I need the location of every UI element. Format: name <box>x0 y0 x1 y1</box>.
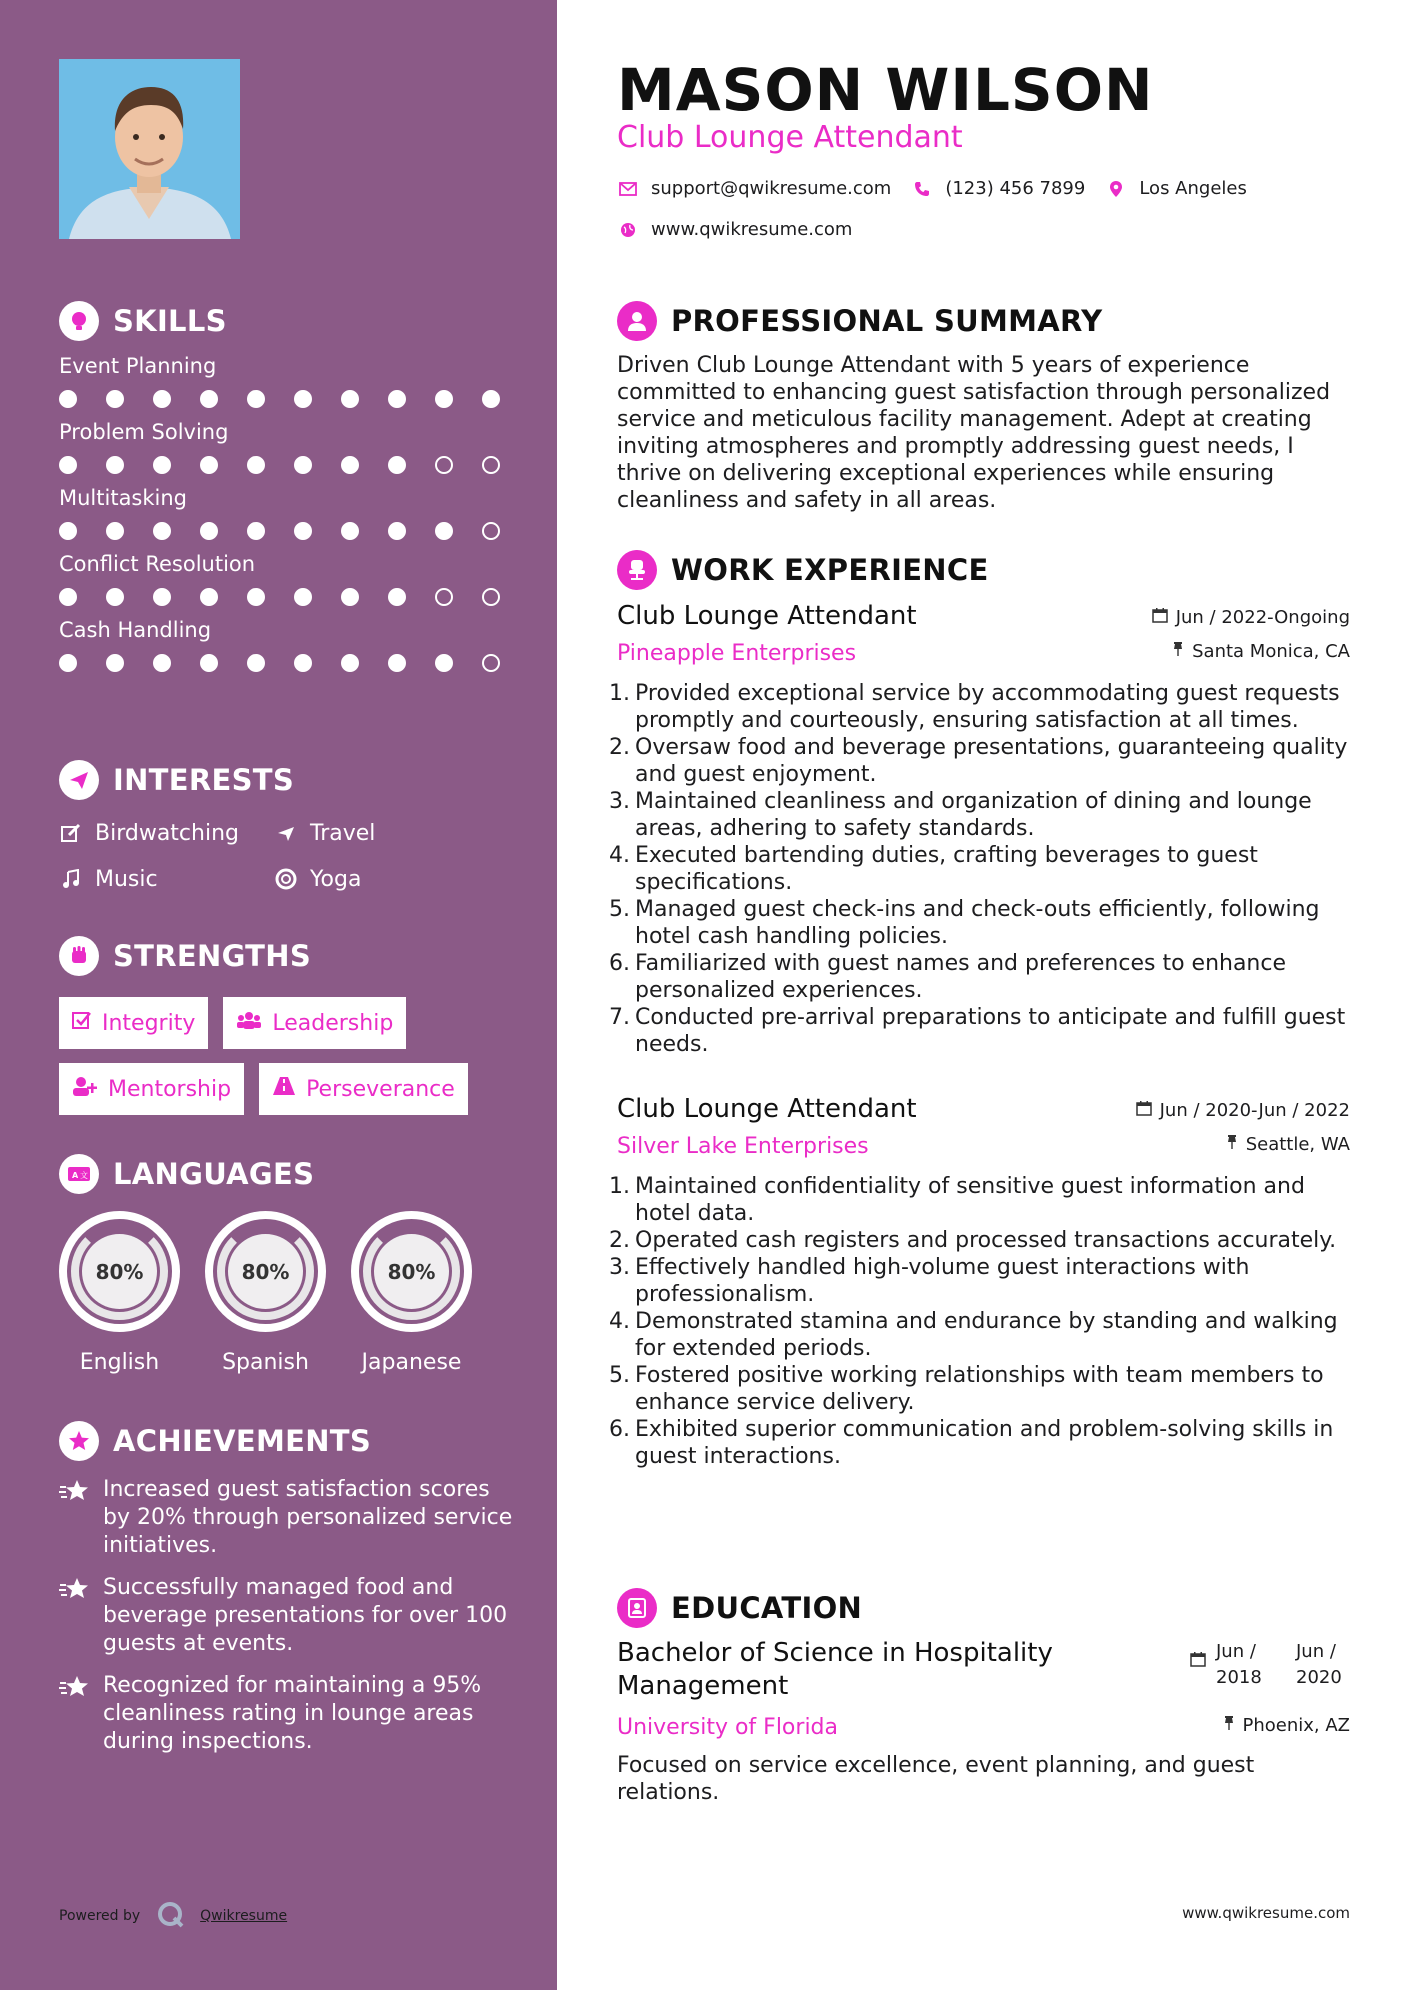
summary-section <box>617 300 1350 514</box>
contact-website[interactable]: www.qwikresume.com <box>651 219 853 240</box>
rating-dot-filled <box>388 456 406 474</box>
languages-section <box>59 1153 519 1375</box>
skill-rating <box>59 390 519 408</box>
job-duties <box>617 1173 1350 1470</box>
rating-dot-filled <box>153 390 171 408</box>
strengths-section <box>59 935 519 1115</box>
rating-dot-empty <box>482 654 500 672</box>
globe-icon <box>617 222 639 238</box>
strength-tag <box>259 1063 468 1115</box>
rating-dot-empty <box>482 456 500 474</box>
strengths-list <box>59 997 519 1115</box>
contact-row <box>617 178 1247 199</box>
skill-name: Problem Solving <box>59 420 229 444</box>
contact-location: Los Angeles <box>1139 178 1247 199</box>
music-note-icon <box>59 869 83 889</box>
language-item <box>205 1211 326 1375</box>
fist-icon <box>59 936 99 976</box>
language-ring <box>351 1211 472 1332</box>
strength-label: Perseverance <box>306 1076 455 1102</box>
language-ring <box>59 1211 180 1332</box>
rating-dot-empty <box>482 588 500 606</box>
user-icon <box>617 301 657 341</box>
education-date-start: Jun / 2018 <box>1216 1641 1262 1688</box>
rating-dot-filled <box>59 588 77 606</box>
strength-label: Mentorship <box>108 1076 232 1102</box>
achievement-item <box>59 1476 519 1560</box>
interest-item <box>59 817 274 849</box>
pushpin-icon <box>1172 641 1184 662</box>
job-date-text: Jun / 2020-Jun / 2022 <box>1159 1100 1350 1121</box>
qwikresume-logo-icon <box>156 1900 184 1932</box>
language-percent: 80% <box>374 1234 449 1309</box>
rating-dot-filled <box>106 654 124 672</box>
rating-dot-filled <box>341 588 359 606</box>
rating-dot-empty <box>482 522 500 540</box>
website-row <box>617 219 852 240</box>
interests-section <box>59 759 519 895</box>
interests-list <box>59 817 519 895</box>
job-location <box>1226 1134 1350 1155</box>
interests-title: INTERESTS <box>113 763 295 797</box>
rating-dot-filled <box>59 456 77 474</box>
education-date <box>1190 1639 1350 1691</box>
rating-dot-filled <box>388 654 406 672</box>
skill-name: Conflict Resolution <box>59 552 256 576</box>
rating-dot-filled <box>341 654 359 672</box>
job-duty: Exhibited superior communication and problem-solving skills in guest interactions. <box>635 1417 1334 1469</box>
skills-section <box>59 300 519 672</box>
rating-dot-filled <box>294 588 312 606</box>
job-date-text: Jun / 2022-Ongoing <box>1175 607 1350 628</box>
powered-label: Powered by <box>59 1908 141 1924</box>
job-date <box>1152 607 1350 628</box>
rating-dot-empty <box>435 588 453 606</box>
contact-phone[interactable]: (123) 456 7899 <box>945 178 1086 199</box>
skill-name: Event Planning <box>59 354 217 378</box>
rating-dot-filled <box>435 522 453 540</box>
strengths-title: STRENGTHS <box>113 939 312 973</box>
job-duty: Executed bartending duties, crafting beverages to guest specifications. <box>635 843 1258 895</box>
job-duty: Demonstrated stamina and endurance by standing and walking for extended periods. <box>635 1309 1338 1361</box>
achievements-section <box>59 1420 519 1756</box>
skill-rating <box>59 522 519 540</box>
language-name: Japanese <box>361 1350 462 1375</box>
pushpin-icon <box>1223 1715 1235 1736</box>
language-item <box>59 1211 180 1375</box>
lifebuoy-icon <box>274 868 298 890</box>
job-duty: Familiarized with guest names and preferences to enhance personalized experiences. <box>635 951 1287 1003</box>
achievement-item <box>59 1672 519 1756</box>
rating-dot-filled <box>341 522 359 540</box>
education-location <box>1223 1715 1351 1736</box>
job-duty: Operated cash registers and processed transactions accurately. <box>635 1228 1337 1253</box>
skills-title: SKILLS <box>113 304 227 338</box>
skill-item <box>59 352 519 408</box>
experience-section <box>617 549 1350 1470</box>
rating-dot-filled <box>106 456 124 474</box>
skill-item <box>59 484 519 540</box>
footer-url[interactable]: www.qwikresume.com <box>1182 1904 1350 1922</box>
interest-label: Music <box>95 866 158 892</box>
rating-dot-filled <box>341 390 359 408</box>
rating-dot-filled <box>59 522 77 540</box>
skill-item <box>59 418 519 474</box>
rating-dot-filled <box>435 390 453 408</box>
rating-dot-filled <box>388 522 406 540</box>
phone-icon <box>911 181 933 197</box>
skill-item <box>59 550 519 606</box>
strength-tag <box>59 997 208 1049</box>
education-degree: Bachelor of Science in Hospitality Management <box>617 1638 1053 1701</box>
achievements-title: ACHIEVEMENTS <box>113 1424 372 1458</box>
rating-dot-filled <box>200 588 218 606</box>
rating-dot-filled <box>247 522 265 540</box>
star-icon <box>59 1574 95 1658</box>
language-name: English <box>79 1350 160 1375</box>
rating-dot-filled <box>435 654 453 672</box>
job-date <box>1136 1100 1350 1121</box>
job-company: Pineapple Enterprises <box>617 641 857 666</box>
skill-rating <box>59 456 519 474</box>
rating-dot-filled <box>294 522 312 540</box>
interest-item <box>274 817 474 849</box>
language-icon <box>59 1154 99 1194</box>
achievement-text: Recognized for maintaining a 95% cleanliness rating in lounge areas during inspections. <box>103 1673 482 1754</box>
airplane-icon <box>274 823 298 843</box>
job-duty: Oversaw food and beverage presentations, guaranteeing quality and guest enjoyment. <box>635 735 1348 787</box>
rating-dot-filled <box>59 390 77 408</box>
job-title: Club Lounge Attendant <box>617 1094 917 1124</box>
job-duty: Provided exceptional service by accommodating guest requests promptly and courteously, ensuring satisfaction at all times. <box>635 681 1340 733</box>
interest-label: Birdwatching <box>95 820 239 846</box>
interest-item <box>274 863 474 895</box>
contact-email[interactable]: support@qwikresume.com <box>651 178 892 199</box>
strength-tag <box>59 1063 244 1115</box>
calendar-icon <box>1152 607 1168 628</box>
job-location <box>1172 641 1350 662</box>
rating-dot-filled <box>247 390 265 408</box>
checkbox-icon <box>72 1010 92 1036</box>
interest-label: Yoga <box>310 866 362 892</box>
rating-dot-filled <box>59 654 77 672</box>
rating-dot-filled <box>153 456 171 474</box>
job-entry <box>617 1094 1350 1470</box>
interest-label: Travel <box>310 820 376 846</box>
job-duty: Managed guest check-ins and check-outs efficiently, following hotel cash handling policies. <box>635 897 1320 949</box>
profile-photo <box>59 59 240 239</box>
skill-name: Cash Handling <box>59 618 212 642</box>
svg-text:文: 文 <box>80 1171 88 1180</box>
envelope-icon <box>617 182 639 196</box>
rating-dot-filled <box>200 654 218 672</box>
rating-dot-filled <box>294 654 312 672</box>
job-duty: Conducted pre-arrival preparations to anticipate and fulfill guest needs. <box>635 1005 1346 1057</box>
job-duty: Effectively handled high-volume guest interactions with professionalism. <box>635 1255 1250 1307</box>
strength-label: Integrity <box>102 1010 196 1036</box>
job-location-text: Santa Monica, CA <box>1192 641 1350 662</box>
interest-item <box>59 863 274 895</box>
skill-name: Multitasking <box>59 486 188 510</box>
rating-dot-filled <box>247 654 265 672</box>
summary-text: Driven Club Lounge Attendant with 5 years of experience committed to enhancing guest satisfaction through personalized service and meticulous facility management. Adept at creating inviting atmospheres and promptly addressing guest needs, I thrive on delivering exceptional experiences while ensuring cleanliness and safety in all areas. <box>617 353 1331 513</box>
person-role: Club Lounge Attendant <box>617 120 963 155</box>
rating-dot-empty <box>435 456 453 474</box>
languages-list <box>59 1211 519 1375</box>
language-percent: 80% <box>228 1234 303 1309</box>
road-icon <box>272 1076 296 1102</box>
graduation-icon <box>617 1588 657 1628</box>
language-ring <box>205 1211 326 1332</box>
language-item <box>351 1211 472 1375</box>
strength-tag <box>223 997 406 1049</box>
job-title: Club Lounge Attendant <box>617 601 917 631</box>
job-location-text: Seattle, WA <box>1245 1134 1350 1155</box>
rating-dot-filled <box>294 390 312 408</box>
star-badge-icon <box>59 1421 99 1461</box>
qwikresume-link[interactable]: Qwikresume <box>200 1908 288 1924</box>
education-date-end: Jun / 2020 <box>1296 1641 1342 1688</box>
education-location-text: Phoenix, AZ <box>1242 1715 1350 1736</box>
rating-dot-filled <box>482 390 500 408</box>
user-plus-icon <box>72 1076 98 1102</box>
star-icon <box>59 1672 95 1756</box>
rating-dot-filled <box>200 456 218 474</box>
calendar-icon <box>1190 1651 1206 1672</box>
skill-rating <box>59 588 519 606</box>
star-icon <box>59 1476 95 1560</box>
sidebar <box>0 0 557 1990</box>
rating-dot-filled <box>153 522 171 540</box>
rating-dot-filled <box>247 456 265 474</box>
svg-text:A: A <box>72 1171 79 1180</box>
education-title: EDUCATION <box>671 1591 863 1625</box>
rating-dot-filled <box>200 390 218 408</box>
rating-dot-filled <box>388 588 406 606</box>
pushpin-icon <box>1226 1134 1238 1155</box>
education-section <box>617 1587 1350 1806</box>
languages-title: LANGUAGES <box>113 1157 315 1191</box>
rating-dot-filled <box>153 654 171 672</box>
education-text: Focused on service excellence, event planning, and guest relations. <box>617 1753 1255 1805</box>
skills-list <box>59 352 519 672</box>
experience-title: WORK EXPERIENCE <box>671 553 989 587</box>
users-icon <box>236 1010 262 1036</box>
skill-rating <box>59 654 519 672</box>
paper-plane-icon <box>59 760 99 800</box>
rating-dot-filled <box>106 588 124 606</box>
job-entry <box>617 601 1350 1058</box>
rating-dot-filled <box>294 456 312 474</box>
rating-dot-filled <box>106 522 124 540</box>
skill-item <box>59 616 519 672</box>
office-chair-icon <box>617 550 657 590</box>
map-pin-icon <box>1105 180 1127 198</box>
summary-title: PROFESSIONAL SUMMARY <box>671 304 1103 338</box>
education-school: University of Florida <box>617 1715 838 1740</box>
job-duty: Maintained cleanliness and organization of dining and lounge areas, adhering to safety standards. <box>635 789 1312 841</box>
job-company: Silver Lake Enterprises <box>617 1134 869 1159</box>
achievement-item <box>59 1574 519 1658</box>
calendar-icon <box>1136 1100 1152 1121</box>
achievements-list <box>59 1476 519 1756</box>
language-name: Spanish <box>222 1350 309 1375</box>
powered-by <box>59 1900 287 1932</box>
person-name: MASON WILSON <box>617 56 1154 124</box>
job-duty: Maintained confidentiality of sensitive guest information and hotel data. <box>635 1174 1305 1226</box>
edit-icon <box>59 823 83 843</box>
language-percent: 80% <box>82 1234 157 1309</box>
rating-dot-filled <box>341 456 359 474</box>
lightbulb-icon <box>59 301 99 341</box>
rating-dot-filled <box>106 390 124 408</box>
strength-label: Leadership <box>272 1010 394 1036</box>
job-duties <box>617 680 1350 1058</box>
achievement-text: Successfully managed food and beverage presentations for over 100 guests at events. <box>103 1575 508 1656</box>
rating-dot-filled <box>153 588 171 606</box>
rating-dot-filled <box>247 588 265 606</box>
rating-dot-filled <box>200 522 218 540</box>
job-duty: Fostered positive working relationships with team members to enhance service delivery. <box>635 1363 1324 1415</box>
rating-dot-filled <box>388 390 406 408</box>
achievement-text: Increased guest satisfaction scores by 20% through personalized service initiatives. <box>103 1477 513 1558</box>
